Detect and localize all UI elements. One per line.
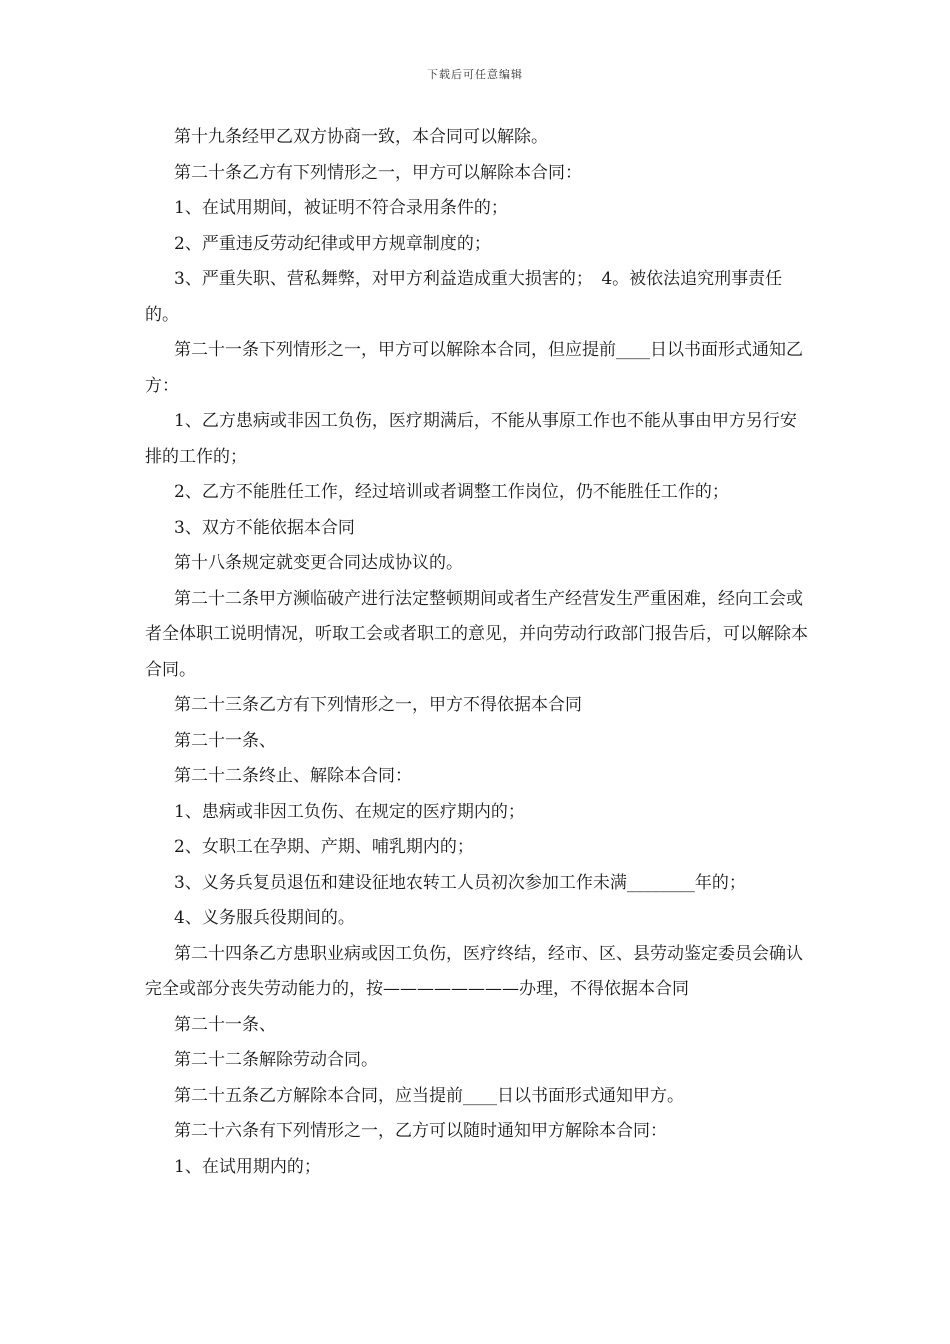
paragraph: 2、女职工在孕期、产期、哺乳期内的； [174, 837, 474, 857]
paragraph: 第二十一条、 [174, 1014, 276, 1035]
paragraph: 第二十五条乙方解除本合同，应当提前____日以书面形式通知甲方。 [174, 1085, 684, 1106]
paragraph: 第二十二条甲方濒临破产进行法定整顿期间或者生产经营发生严重困难，经向工会或者全体职工说明情况，听取工会或者职工的意见，并向劳动行政部门报告后，可以解除本合同。 [145, 588, 808, 680]
paragraph: 第二十二条解除劳动合同。 [174, 1050, 378, 1070]
paragraph: 3、严重失职、营私舞弊，对甲方利益造成重大损害的； 4。被依法追究刑事责任的。 [145, 269, 783, 325]
paragraph: 3、义务兵复员退伍和建设征地农转工人员初次参加工作未满________年的； [174, 872, 746, 893]
paragraph: 第二十二条终止、解除本合同： [174, 766, 412, 786]
page-header: 下载后可任意编辑 [427, 68, 523, 81]
paragraph: 4、义务服兵役期间的。 [174, 908, 355, 928]
paragraph: 第二十三条乙方有下列情形之一，甲方不得依据本合同 [174, 695, 582, 715]
paragraph: 2、严重违反劳动纪律或甲方规章制度的； [174, 233, 491, 254]
paragraph: 第二十四条乙方患职业病或因工负伤，医疗终结，经市、区、县劳动鉴定委员会确认完全或部分丧失劳动能力的，按————————办理，不得依据本合同 [145, 943, 803, 999]
paragraph: 3、双方不能依据本合同 [174, 517, 355, 538]
paragraph: 第二十一条、 [174, 730, 276, 751]
paragraph: 1、在试用期间，被证明不符合录用条件的； [174, 198, 508, 218]
paragraph: 1、在试用期内的； [174, 1156, 321, 1177]
paragraph: 1、乙方患病或非因工负伤，医疗期满后，不能从事原工作也不能从事由甲方另行安排的工作的； [145, 411, 797, 467]
paragraph: 2、乙方不能胜任工作，经过培训或者调整工作岗位，仍不能胜任工作的； [174, 482, 729, 502]
paragraph: 第十九条经甲乙双方协商一致，本合同可以解除。 [174, 127, 548, 147]
paragraph: 1、患病或非因工负伤、在规定的医疗期内的； [174, 801, 525, 822]
paragraph: 第二十一条下列情形之一，甲方可以解除本合同，但应提前____日以书面形式通知乙方： [145, 340, 803, 396]
paragraph: 第十八条规定就变更合同达成协议的。 [174, 553, 463, 573]
paragraph: 第二十条乙方有下列情形之一，甲方可以解除本合同： [174, 162, 582, 183]
paragraph: 第二十六条有下列情形之一，乙方可以随时通知甲方解除本合同： [174, 1121, 667, 1141]
document-body [145, 120, 810, 1185]
